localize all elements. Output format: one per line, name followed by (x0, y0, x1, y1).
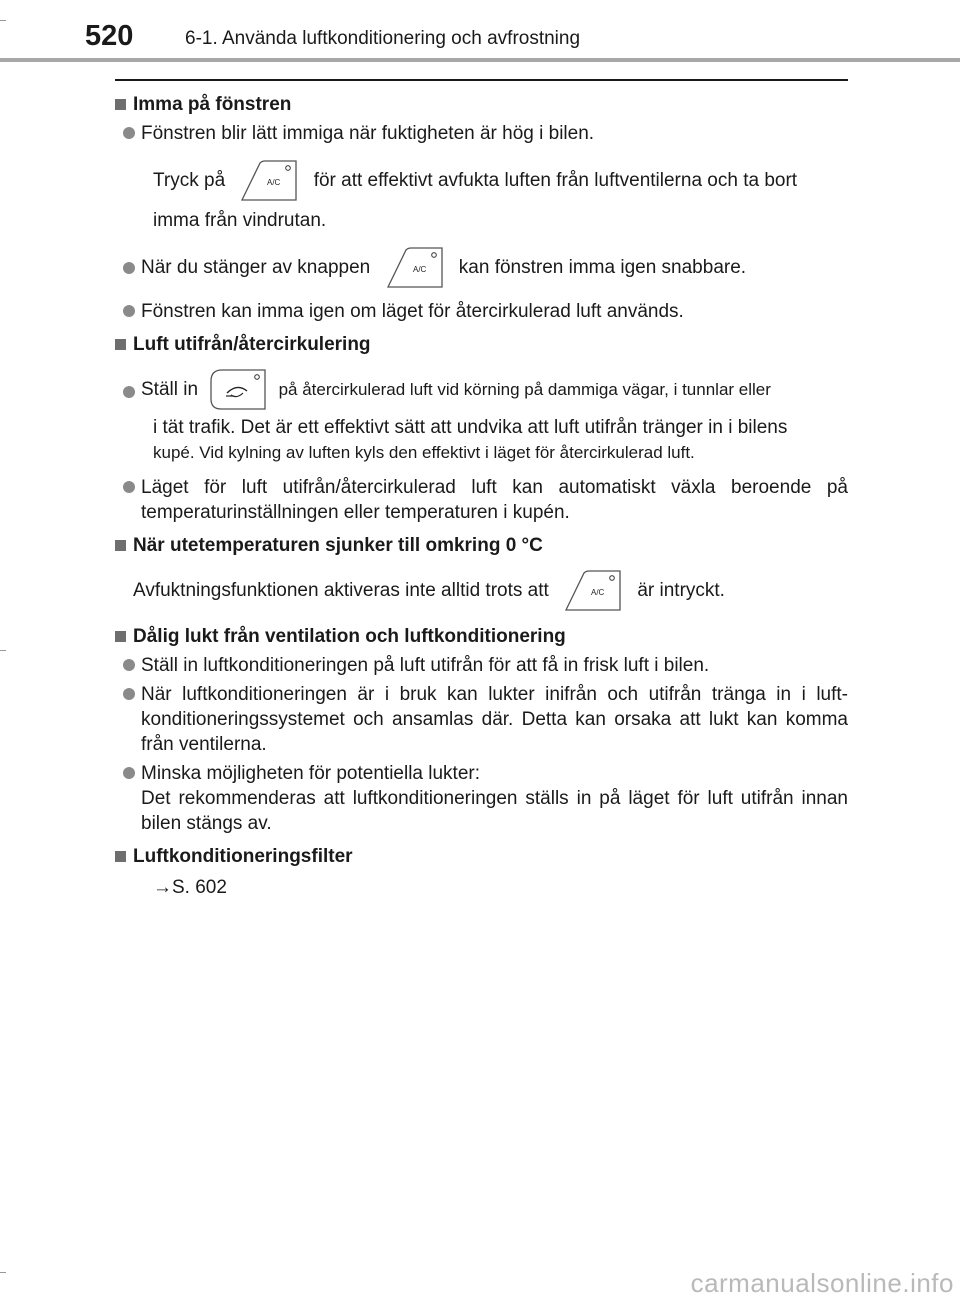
section-heading (115, 533, 848, 558)
list-item-text: Ställ in luftkonditioneringen på luft utifrån för att få in frisk luft i bilen. (141, 655, 710, 676)
paragraph (153, 415, 848, 440)
recirculation-button-icon (207, 369, 269, 411)
section-title: Imma på fönstren (133, 94, 292, 115)
section-heading (115, 844, 848, 869)
page-reference-link[interactable]: →S. 602 (153, 877, 227, 898)
text: Det rekommenderas att luftkonditioneringen ställs in på läget för luft utifrån innan bilen stängs av. (141, 788, 848, 834)
watermark: carmanualsonline.info (690, 1268, 954, 1298)
section-title: Luftkonditioneringsfilter (133, 846, 353, 867)
svg-text:A/C: A/C (412, 265, 426, 274)
text: Ställ in (141, 379, 199, 401)
square-bullet-icon (115, 339, 126, 350)
list-item-text: Fönstren blir lätt immiga när fuktigheten är hög i bilen. (141, 123, 595, 144)
list-item (123, 121, 848, 146)
list-item-text: Läget för luft utifrån/återcirkulerad luft kan automatiskt växla beroende på temperaturinställningen eller temperaturen i kupén. (141, 477, 848, 523)
paragraph (133, 570, 848, 612)
list-item (123, 761, 848, 836)
text: Tryck på (153, 170, 226, 192)
circle-bullet-icon (123, 305, 135, 317)
list-item-text: När luftkonditioneringen är i bruk kan lukter inifrån och utifrån tränga in i luft-konditioneringssystemet och ansamlas där. Detta kan orsaka att lukt kan komma från ventilerna. (141, 684, 848, 755)
square-bullet-icon (115, 99, 126, 110)
text: När du stänger av knappen (141, 257, 371, 279)
chapter-title: 6-1. Använda luftkonditionering och avfrostning (185, 28, 581, 49)
section-title: Luft utifrån/återcirkulering (133, 334, 371, 355)
ac-button-icon (562, 570, 624, 612)
text: imma från vindrutan. (153, 210, 327, 231)
section-title: När utetemperaturen sjunker till omkring 0 °C (133, 535, 543, 556)
text: kan fönstren imma igen snabbare. (458, 257, 747, 279)
circle-bullet-icon (123, 767, 135, 779)
list-item-text (141, 761, 848, 836)
text: är intryckt. (637, 580, 725, 602)
paragraph (153, 440, 848, 465)
paragraph (153, 208, 848, 233)
svg-text:A/C: A/C (591, 588, 605, 597)
paragraph (153, 160, 848, 202)
page-content (115, 88, 848, 900)
circle-bullet-icon (123, 481, 135, 493)
list-item (123, 653, 848, 678)
section-heading (115, 624, 848, 649)
circle-bullet-icon (123, 386, 135, 398)
section-heading (115, 92, 848, 117)
text: på återcirkulerad luft vid körning på dammiga vägar, i tunnlar eller (278, 380, 771, 400)
circle-bullet-icon (123, 262, 135, 274)
crop-mark (0, 1272, 6, 1273)
crop-mark (0, 20, 6, 21)
crop-mark (0, 650, 6, 651)
list-item (123, 682, 848, 757)
text: Avfuktningsfunktionen aktiveras inte alltid trots att (133, 580, 549, 602)
list-item-text (141, 247, 848, 289)
list-item-text: Fönstren kan imma igen om läget för återcirkulerad luft används. (141, 301, 684, 322)
svg-text:A/C: A/C (267, 178, 281, 187)
circle-bullet-icon (123, 659, 135, 671)
text: kupé. Vid kylning av luften kyls den effektivt i läget för återcirkulerad luft. (153, 443, 695, 462)
page-number: 520 (85, 20, 134, 52)
header-bar (0, 58, 960, 62)
section-title: Dålig lukt från ventilation och luftkonditionering (133, 626, 566, 647)
list-item (123, 247, 848, 289)
ac-button-icon (384, 247, 446, 289)
circle-bullet-icon (123, 127, 135, 139)
list-item-text (141, 369, 848, 411)
top-rule (115, 79, 848, 81)
circle-bullet-icon (123, 688, 135, 700)
list-item (123, 299, 848, 324)
page-header (0, 0, 960, 62)
list-item (123, 369, 848, 411)
section-heading (115, 332, 848, 357)
square-bullet-icon (115, 851, 126, 862)
text: i tät trafik. Det är ett effektivt sätt att undvika att luft utifrån tränger in i bilens (153, 417, 788, 438)
square-bullet-icon (115, 540, 126, 551)
text: för att effektivt avfukta luften från luftventilerna och ta bort (313, 170, 798, 192)
text: Minska möjligheten för potentiella lukter: (141, 763, 481, 784)
ac-button-icon (238, 160, 300, 202)
list-item (123, 475, 848, 525)
square-bullet-icon (115, 631, 126, 642)
